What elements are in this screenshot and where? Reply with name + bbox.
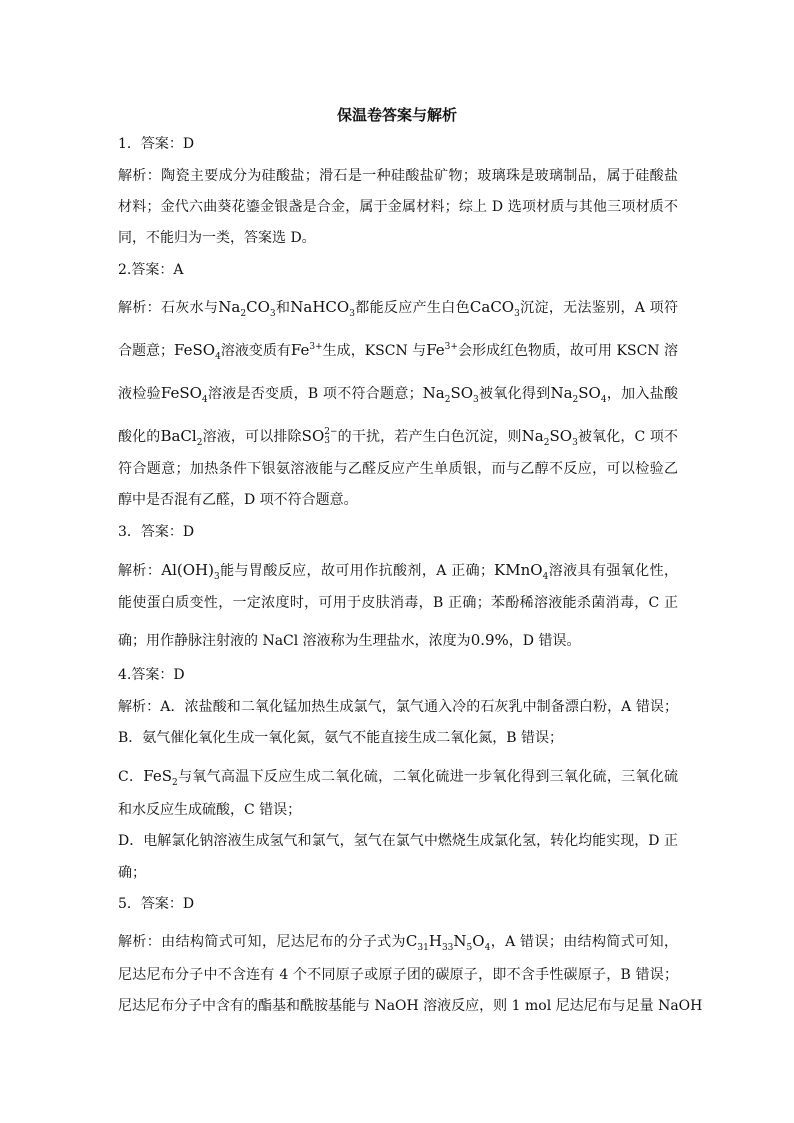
percent-value: 0.9% bbox=[470, 631, 509, 649]
q2-line-1 bbox=[118, 298, 678, 317]
formula-fe3plus-2: $Fe^{3+}$ bbox=[426, 341, 458, 359]
q4-line-2: B．氨气催化氧化生成一氧化氮，氨气不能直接生成二氧化氮，B 错误； bbox=[118, 730, 564, 746]
formula-fes2: FeS$_2$ bbox=[143, 767, 178, 788]
formula-bacl2: BaCl$_2$ bbox=[160, 427, 203, 448]
formula-feso4: FeSO$_4$ bbox=[174, 341, 221, 362]
q2-l2-text-d: 会形成红色物质，故可用 KSCN 溶 bbox=[457, 343, 679, 359]
formula-kmno4: KMnO$_4$ bbox=[494, 561, 549, 582]
q5-line-2: 尼达尼布分子中不含连有 4 个不同原子或原子团的碳原子，即不含手性碳原子，B 错误； bbox=[118, 967, 678, 983]
formula-caco3: CaCO$_3$ bbox=[469, 298, 520, 319]
q4-line-6: 确； bbox=[118, 865, 146, 881]
q2-l2-text-b: 溶液变质有 bbox=[220, 343, 291, 359]
q5-line-1 bbox=[118, 932, 678, 951]
q2-l1-text-c: 都能反应产生白色 bbox=[354, 300, 470, 316]
q2-l1-text-a: 解析：石灰水与 bbox=[118, 300, 219, 316]
q1-answer-header: 1．答案：D bbox=[118, 136, 195, 152]
formula-feso4-2: FeSO$_4$ bbox=[160, 384, 208, 405]
q2-l4-text-c: 的干扰，若产生白色沉淀，则 bbox=[337, 429, 522, 445]
q4-l3-text-b: 与氧气高温下反应生成二氧化硫，二氧化硫进一步氧化得到三氧化硫，三氧化硫 bbox=[177, 769, 678, 785]
formula-aloh3: $Al(OH)_3$ bbox=[161, 561, 220, 582]
q3-line-1 bbox=[118, 561, 678, 580]
q2-line-2 bbox=[118, 341, 678, 360]
q2-l4-text-b: 溶液，可以排除 bbox=[202, 429, 302, 445]
q2-l4-text-d: 被氧化，C 项不 bbox=[577, 429, 679, 445]
q2-l2-text-c: 生成，KSCN 与 bbox=[322, 343, 427, 359]
q5-line-3: 尼达尼布分子中含有的酯基和酰胺基能与 NaOH 溶液反应，则 1 mol 尼达尼布与足量 NaOH bbox=[118, 998, 703, 1014]
q2-line-5: 符合题意；加热条件下银氨溶液能与乙醛反应产生单质银，而与乙醇不反应，可以检验乙 bbox=[118, 461, 678, 477]
q4-answer-header: 4.答案：D bbox=[118, 667, 185, 683]
q1-line-3: 同，不能归为一类，答案选 D。 bbox=[118, 230, 316, 246]
q4-l3-text-a: C． bbox=[118, 769, 144, 785]
q1-line-2: 材料；金代六曲葵花鎏金银盏是合金，属于金属材料；综上 D 选项材质与其他三项材质不 bbox=[118, 199, 678, 215]
q2-l2-text-a: 合题意； bbox=[118, 343, 175, 359]
q5-l1-text-b: ，A 错误；由结构简式可知， bbox=[490, 934, 678, 950]
q2-line-4 bbox=[118, 427, 678, 446]
q2-l3-text-b: 溶液是否变质，B 项不符合题意； bbox=[207, 386, 423, 402]
formula-na2so3: $Na_2SO_3$ bbox=[422, 384, 479, 405]
q4-line-4: 和水反应生成硫酸，C 错误； bbox=[118, 802, 302, 818]
formula-so3-2minus: SO 2− 3 bbox=[301, 427, 338, 446]
q1-line-1: 解析：陶瓷主要成分为硅酸盐；滑石是一种硅酸盐矿物；玻璃珠是玻璃制品，属于硅酸盐 bbox=[118, 168, 678, 184]
q3-line-3 bbox=[118, 631, 678, 650]
q2-l1-text-d: 沉淀，无法鉴别，A 项符 bbox=[519, 300, 679, 316]
q2-l1-text-b: 和 bbox=[275, 300, 291, 316]
q3-l1-text-b: 能与胃酸反应，故可用作抗酸剂，A 正确； bbox=[219, 563, 495, 579]
q4-line-3 bbox=[118, 767, 678, 786]
q2-line-6: 醇中是否混有乙醛，D 项不符合题意。 bbox=[118, 492, 358, 508]
page-title: 保温卷答案与解析 bbox=[336, 106, 457, 124]
q2-l3-text-a: 液检验 bbox=[118, 386, 161, 402]
formula-na2so4: $Na_2SO_4$ bbox=[550, 384, 607, 405]
q2-line-3 bbox=[118, 384, 678, 403]
q3-l3-text-b: ，D 错误。 bbox=[508, 633, 581, 649]
q3-l3-text-a: 确；用作静脉注射液的 NaCl 溶液称为生理盐水，浓度为 bbox=[118, 633, 471, 649]
q3-line-2: 能使蛋白质变性，一定浓度时，可用于皮肤消毒，B 正确；苯酚稀溶液能杀菌消毒，C 正 bbox=[118, 595, 678, 611]
formula-nintedanib: $C_{31}H_{33}N_5O_4$ bbox=[405, 932, 491, 953]
q2-l3-text-d: ，加入盐酸 bbox=[606, 386, 679, 402]
formula-fe3plus: $Fe^{3+}$ bbox=[290, 341, 323, 359]
q3-l1-text-a: 解析： bbox=[118, 563, 162, 579]
q3-l1-text-c: 溶液具有强氧化性， bbox=[548, 563, 679, 579]
formula-nahco3: NaHCO$_3$ bbox=[290, 298, 355, 319]
q2-l3-text-c: 被氧化得到 bbox=[478, 386, 551, 402]
formula-na2so3-2: $Na_2SO_3$ bbox=[521, 427, 578, 448]
q5-answer-header: 5．答案：D bbox=[118, 896, 195, 912]
q5-l1-text-a: 解析：由结构简式可知，尼达尼布的分子式为 bbox=[118, 934, 406, 950]
q4-line-5: D．电解氯化钠溶液生成氢气和氯气，氢气在氯气中燃烧生成氯化氢，转化均能实现，D 正 bbox=[118, 833, 678, 849]
q4-line-1: 解析：A．浓盐酸和二氧化锰加热生成氯气，氯气通入冷的石灰乳中制备漂白粉，A 错误； bbox=[118, 699, 678, 715]
q2-answer-header: 2.答案：A bbox=[118, 262, 184, 278]
q3-answer-header: 3．答案：D bbox=[118, 524, 195, 540]
formula-na2co3: $Na_2CO_3$ bbox=[218, 298, 276, 319]
q2-l4-text-a: 酸化的 bbox=[118, 429, 161, 445]
